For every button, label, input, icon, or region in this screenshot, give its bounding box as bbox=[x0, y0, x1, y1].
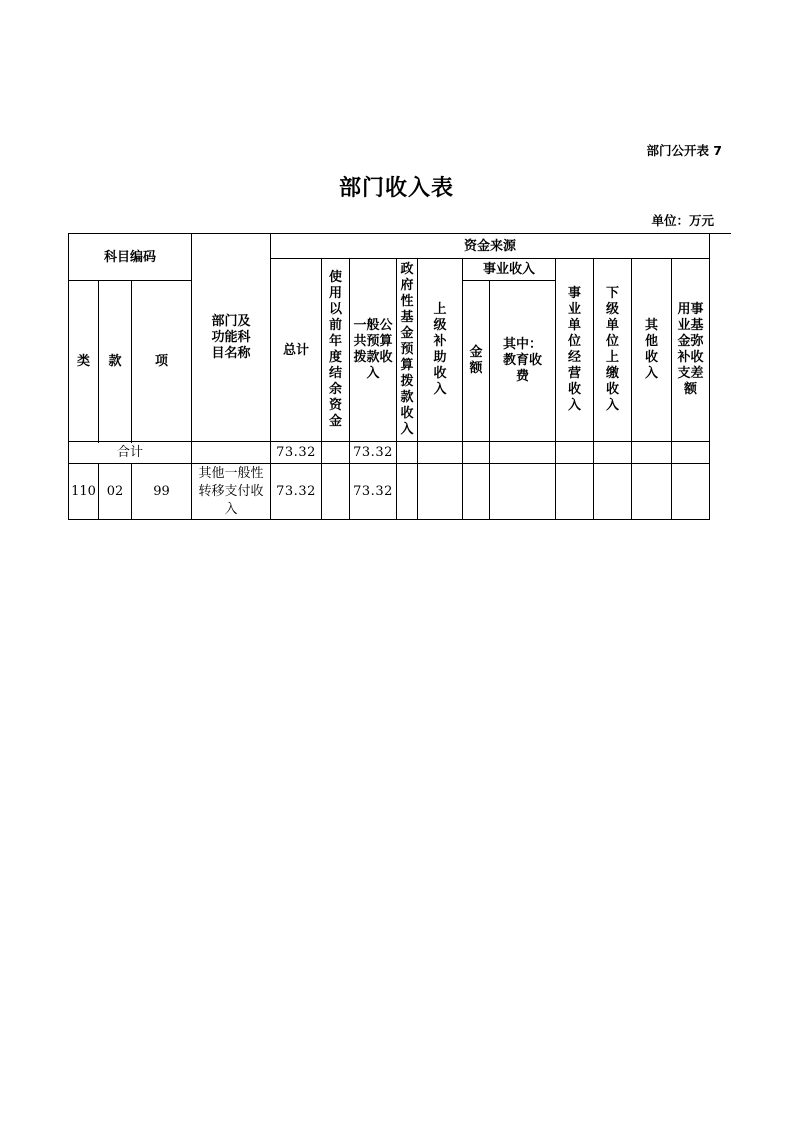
row-prior-balance bbox=[322, 464, 350, 520]
total-row-operating-income bbox=[556, 442, 594, 464]
income-table bbox=[68, 233, 710, 520]
header-dept-func bbox=[192, 234, 271, 442]
total-row-general-budget: 73.32 bbox=[350, 442, 397, 464]
header-gov-fund-text: 政府性基金预算拨款收入 bbox=[400, 262, 414, 437]
row-edu-fee bbox=[490, 464, 556, 520]
unit-label: 单位：万元 bbox=[651, 213, 714, 228]
table-border-extension bbox=[709, 233, 731, 234]
row-reserve-fund bbox=[672, 464, 710, 520]
header-amount bbox=[463, 281, 490, 442]
header-superior-subsidy bbox=[418, 259, 463, 442]
header-prior-balance bbox=[322, 259, 350, 442]
row-xiang: 99 bbox=[132, 464, 192, 520]
total-row-superior-subsidy bbox=[418, 442, 463, 464]
header-general-budget bbox=[350, 259, 397, 442]
header-dept-func-text: 部门及功能科目名称 bbox=[211, 313, 251, 361]
header-kuan: 款 bbox=[99, 281, 132, 442]
header-other-income-text: 其他收入 bbox=[644, 318, 658, 381]
header-edu-fee-text: 其中：教育收费 bbox=[502, 337, 542, 384]
total-row-subordinate-income bbox=[594, 442, 632, 464]
row-name: 其他一般性转移支付收入 bbox=[192, 464, 271, 520]
header-amount-text: 金额 bbox=[469, 345, 483, 376]
header-class: 类 bbox=[69, 281, 99, 442]
total-row-label: 合计 bbox=[69, 442, 192, 464]
page-title: 部门收入表 bbox=[338, 176, 454, 201]
form-number: 部门公开表 7 bbox=[646, 143, 722, 158]
row-amount bbox=[463, 464, 490, 520]
row-gov-fund bbox=[397, 464, 418, 520]
header-subordinate-income bbox=[594, 259, 632, 442]
row-kuan: 02 bbox=[99, 464, 132, 520]
total-row-name bbox=[192, 442, 271, 464]
total-row-gov-fund bbox=[397, 442, 418, 464]
header-total: 总计 bbox=[271, 259, 322, 442]
header-reserve-fund bbox=[672, 259, 710, 442]
header-operating-income-text: 事业单位经营收入 bbox=[567, 286, 581, 413]
header-xiang: 项 bbox=[132, 281, 192, 442]
header-reserve-fund-text: 用事业基金弥补收支差额 bbox=[677, 302, 704, 397]
row-operating-income bbox=[556, 464, 594, 520]
total-row-other-income bbox=[632, 442, 672, 464]
row-total: 73.32 bbox=[271, 464, 322, 520]
row-superior-subsidy bbox=[418, 464, 463, 520]
header-operating-income bbox=[556, 259, 594, 442]
total-row-reserve-fund bbox=[672, 442, 710, 464]
header-fund-source: 资金来源 bbox=[271, 234, 710, 259]
total-row-total: 73.32 bbox=[271, 442, 322, 464]
header-gov-fund bbox=[397, 259, 418, 442]
total-row-amount bbox=[463, 442, 490, 464]
header-prior-balance-text: 使用以前年度结余资金 bbox=[328, 270, 342, 429]
table-row bbox=[69, 464, 710, 520]
header-edu-fee bbox=[490, 281, 556, 442]
header-subordinate-income-text: 下级单位上缴收入 bbox=[605, 286, 619, 413]
row-general-budget: 73.32 bbox=[350, 464, 397, 520]
total-row-edu-fee bbox=[490, 442, 556, 464]
header-subject-code: 科目编码 bbox=[69, 234, 192, 281]
row-class: 110 bbox=[69, 464, 99, 520]
header-general-budget-text: 一般公共预算拨款收入 bbox=[353, 318, 393, 381]
row-other-income bbox=[632, 464, 672, 520]
row-subordinate-income bbox=[594, 464, 632, 520]
header-business-income: 事业收入 bbox=[463, 259, 556, 281]
header-superior-subsidy-text: 上级补助收入 bbox=[433, 302, 447, 397]
header-other-income bbox=[632, 259, 672, 442]
total-row-prior-balance bbox=[322, 442, 350, 464]
